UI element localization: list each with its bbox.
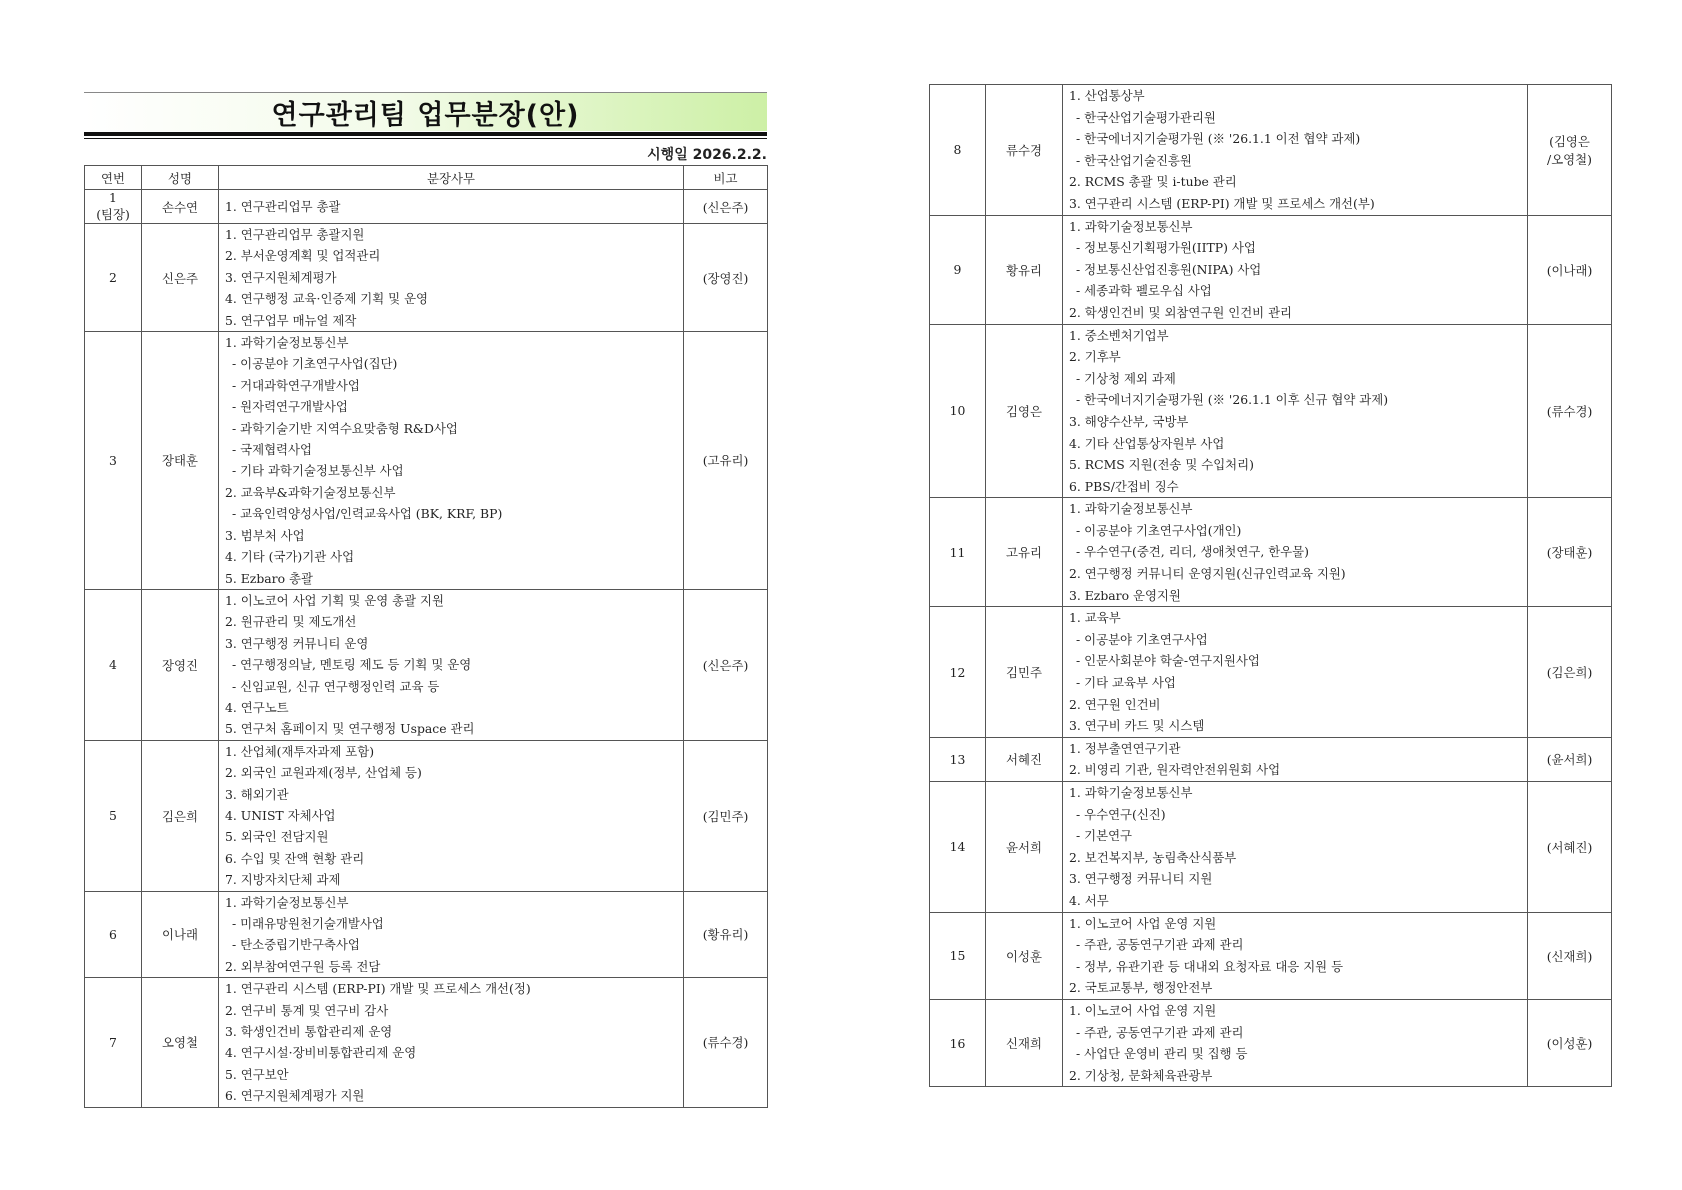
duty-item: - 교육인력양성사업/인력교육사업 (BK, KRF, BP)	[232, 506, 503, 522]
staff-name: 오영철	[142, 978, 219, 1107]
duty-item: 2. 비영리 기관, 원자력안전위원회 사업	[1069, 762, 1281, 778]
duty-item: 7. 지방자치단체 과제	[225, 872, 341, 888]
row-number-value: 2	[109, 270, 117, 286]
staff-name: 이나래	[142, 891, 219, 978]
left-page	[84, 92, 767, 1108]
backup-note: (장태훈)	[1528, 498, 1612, 607]
duty-cell	[219, 891, 684, 978]
backup-note: (신은주)	[684, 190, 768, 224]
duty-item: - 과학기술기반 지역수요맞춤형 R&D사업	[232, 420, 458, 436]
duty-item: - 우수연구(신진)	[1076, 806, 1166, 822]
table-row	[930, 782, 1612, 913]
table-body-left	[85, 190, 768, 1108]
backup-note: (김민주)	[684, 740, 768, 891]
table-row	[85, 332, 768, 590]
table-row	[85, 740, 768, 891]
row-number-value: 14	[949, 839, 966, 855]
staff-name: 고유리	[986, 498, 1063, 607]
row-number-value: 7	[109, 1034, 117, 1050]
row-number	[85, 190, 142, 224]
duty-item: 4. 서무	[1069, 892, 1109, 908]
row-number-value: 15	[949, 948, 966, 964]
staff-name: 황유리	[986, 215, 1063, 324]
duty-item: - 국제협력사업	[232, 442, 312, 458]
duty-item: - 기타 교육부 사업	[1076, 675, 1176, 691]
duty-item: 2. 학생인건비 및 외참연구원 인건비 관리	[1069, 304, 1293, 320]
title-rule-thin	[84, 138, 767, 139]
duty-cell	[219, 190, 684, 224]
duty-item: 2. 기후부	[1069, 349, 1121, 365]
duty-item: - 탄소중립기반구축사업	[232, 937, 360, 953]
row-number	[930, 782, 986, 913]
duty-item: - 한국산업기술진흥원	[1076, 152, 1192, 168]
header-note: 비고	[684, 166, 768, 190]
duty-item: - 기타 과학기술정보통신부 사업	[232, 463, 404, 479]
row-number-value: 13	[949, 751, 966, 767]
duty-item: 3. 연구지원체계평가	[225, 269, 337, 285]
duty-item: 6. 연구지원체계평가 지원	[225, 1088, 365, 1104]
duty-item: 3. 연구비 카드 및 시스템	[1069, 718, 1205, 734]
duty-item: - 한국에너지기술평가원 (※ '26.1.1 이후 신규 협약 과제)	[1076, 392, 1389, 408]
duty-cell	[219, 978, 684, 1107]
duty-item: - 거대과학연구개발사업	[232, 377, 360, 393]
duty-item: 1. 과학기술정보통신부	[1069, 218, 1193, 234]
duty-item: - 인문사회분야 학술-연구지원사업	[1076, 653, 1260, 669]
row-number	[930, 215, 986, 324]
table-row	[85, 589, 768, 740]
staff-name: 김민주	[986, 607, 1063, 738]
duty-item: 4. 기타 산업통상자원부 사업	[1069, 435, 1225, 451]
header-name: 성명	[142, 166, 219, 190]
staff-name: 서혜진	[986, 737, 1063, 781]
duty-item: - 세종과학 펠로우십 사업	[1076, 283, 1212, 299]
table-row	[85, 224, 768, 332]
duty-cell	[1063, 737, 1528, 781]
duty-item: 5. Ezbaro 총괄	[225, 570, 313, 586]
duty-item: 1. 정부출연연구기관	[1069, 740, 1181, 756]
duty-item: 4. 연구노트	[225, 699, 289, 715]
duty-item: - 미래유망원천기술개발사업	[232, 916, 384, 931]
duty-item: 2. 기상청, 문화체육관광부	[1069, 1067, 1213, 1083]
row-number-value: 9	[953, 262, 962, 278]
duty-item: 6. PBS/간접비 징수	[1069, 478, 1179, 494]
row-number-value: 10	[949, 403, 966, 419]
duty-item: - 연구행정의날, 멘토링 제도 등 기획 및 운영	[232, 657, 472, 673]
duty-item: - 신임교원, 신규 연구행정인력 교육 등	[232, 678, 440, 694]
duty-table-right	[929, 84, 1612, 1087]
duty-item: - 원자력연구개발사업	[232, 399, 348, 415]
row-number-value: 5	[109, 808, 117, 824]
staff-name: 류수경	[986, 85, 1063, 216]
row-number	[930, 85, 986, 216]
duty-item: - 사업단 운영비 관리 및 집행 등	[1076, 1046, 1248, 1062]
row-number-value: 3	[109, 452, 117, 468]
header-duty: 분장사무	[219, 166, 684, 190]
duty-item: 2. RCMS 총괄 및 i-tube 관리	[1069, 174, 1237, 190]
staff-name: 신재희	[986, 999, 1063, 1086]
duty-item: 3. 범부처 사업	[225, 527, 305, 543]
duty-item: 3. 해외기관	[225, 786, 289, 802]
duty-item: 5. 연구처 홈페이지 및 연구행정 Uspace 관리	[225, 721, 475, 737]
duty-item: - 정보통신산업진흥원(NIPA) 사업	[1076, 261, 1262, 277]
duty-cell	[219, 740, 684, 891]
page-title: 연구관리팀 업무분장(안)	[271, 99, 580, 131]
staff-name: 김영은	[986, 324, 1063, 498]
duty-item: - 한국에너지기술평가원 (※ '26.1.1 이전 협약 과제)	[1076, 131, 1361, 147]
duty-item: 3. 연구관리 시스템 (ERP-PI) 개발 및 프로세스 개선(부)	[1069, 195, 1375, 211]
staff-name: 장영진	[142, 589, 219, 740]
backup-note: (김은희)	[1528, 607, 1612, 738]
duty-item: 1. 연구관리 시스템 (ERP-PI) 개발 및 프로세스 개선(정)	[225, 981, 531, 997]
row-number	[930, 999, 986, 1086]
duty-item: 2. 연구행정 커뮤니티 운영지원(신규인력교육 지원)	[1069, 566, 1346, 582]
duty-cell	[219, 332, 684, 590]
duty-item: - 주관, 공동연구기관 과제 관리	[1076, 937, 1244, 953]
duty-item: 2. 원규관리 및 제도개선	[225, 614, 357, 630]
backup-note: (서혜진)	[1528, 782, 1612, 913]
table-row	[85, 190, 768, 224]
duty-table-left	[84, 165, 768, 1108]
row-number	[930, 324, 986, 498]
row-number	[85, 978, 142, 1107]
duty-cell	[1063, 912, 1528, 999]
duty-item: 2. 부서운영계획 및 업적관리	[225, 248, 381, 264]
backup-note: (장영진)	[684, 224, 768, 332]
row-number-role: (팀장)	[96, 207, 130, 222]
backup-note: (윤서희)	[1528, 737, 1612, 781]
backup-note: (류수경)	[684, 978, 768, 1107]
duty-item: 3. 학생인건비 통합관리제 운영	[225, 1024, 393, 1040]
duty-item: - 한국산업기술평가관리원	[1076, 109, 1216, 125]
staff-name: 손수연	[142, 190, 219, 224]
duty-item: 1. 과학기술정보통신부	[225, 894, 349, 910]
backup-note: (황유리)	[684, 891, 768, 978]
title-banner	[84, 92, 767, 131]
table-row	[930, 607, 1612, 738]
duty-item: 5. RCMS 지원(전송 및 수입처리)	[1069, 457, 1254, 473]
duty-item: - 이공분야 기초연구사업(개인)	[1076, 522, 1242, 538]
duty-item: 3. 해양수산부, 국방부	[1069, 413, 1189, 429]
row-number-value: 4	[109, 657, 117, 673]
duty-item: - 이공분야 기초연구사업(집단)	[232, 356, 398, 372]
duty-cell	[219, 589, 684, 740]
duty-cell	[1063, 85, 1528, 216]
table-row	[930, 215, 1612, 324]
staff-name: 신은주	[142, 224, 219, 332]
duty-item: 1. 산업통상부	[1069, 88, 1145, 103]
duty-item: 4. 연구행정 교육·인증제 기획 및 운영	[225, 291, 429, 307]
duty-item: 2. 연구비 통계 및 연구비 감사	[225, 1002, 389, 1018]
duty-item: - 정부, 유관기관 등 대내외 요청자료 대응 지원 등	[1076, 958, 1344, 974]
duty-item: 1. 과학기술정보통신부	[225, 335, 349, 351]
duty-item: 4. 기타 (국가)기관 사업	[225, 549, 355, 565]
duty-item: 1. 연구관리업무 총괄지원	[225, 227, 365, 242]
duty-item: 1. 이노코어 사업 운영 지원	[1069, 915, 1217, 931]
duty-item: 1. 연구관리업무 총괄	[225, 198, 341, 214]
row-number	[85, 891, 142, 978]
duty-item: 1. 이노코어 사업 운영 지원	[1069, 1002, 1217, 1018]
header-no: 연번	[85, 166, 142, 190]
table-row	[85, 978, 768, 1107]
table-row	[930, 737, 1612, 781]
staff-name: 이성훈	[986, 912, 1063, 999]
row-number-value: 1	[109, 190, 117, 205]
duty-item: 2. 교육부&과학기술정보통신부	[225, 484, 396, 500]
duty-item: 1. 산업체(재투자과제 포함)	[225, 743, 375, 759]
title-rule-thick	[84, 132, 767, 136]
backup-note: (이나래)	[1528, 215, 1612, 324]
staff-name: 김은희	[142, 740, 219, 891]
backup-note: (류수경)	[1528, 324, 1612, 498]
duty-item: 1. 중소벤처기업부	[1069, 327, 1169, 343]
row-number	[930, 912, 986, 999]
staff-name: 윤서희	[986, 782, 1063, 913]
row-number	[85, 740, 142, 891]
row-number-value: 16	[949, 1035, 966, 1051]
duty-item: - 정보통신기획평가원(IITP) 사업	[1076, 240, 1256, 256]
backup-note: (신재희)	[1528, 912, 1612, 999]
duty-item: 1. 교육부	[1069, 610, 1121, 626]
backup-note: (고유리)	[684, 332, 768, 590]
row-number	[85, 589, 142, 740]
table-row	[930, 85, 1612, 216]
row-number-value: 8	[953, 142, 962, 158]
row-number	[930, 737, 986, 781]
duty-cell	[1063, 324, 1528, 498]
right-page	[929, 84, 1611, 1087]
row-number	[85, 224, 142, 332]
duty-cell	[1063, 498, 1528, 607]
table-body-right	[930, 85, 1612, 1087]
duty-item: 1. 과학기술정보통신부	[1069, 785, 1193, 800]
row-number	[85, 332, 142, 590]
duty-item: 4. 연구시설·장비비통합관리제 운영	[225, 1045, 417, 1061]
duty-cell	[1063, 999, 1528, 1086]
duty-item: 6. 수입 및 잔액 현황 관리	[225, 850, 365, 866]
backup-note: (김영은 /오영철)	[1528, 85, 1612, 216]
duty-item: 2. 국토교통부, 행정안전부	[1069, 980, 1213, 996]
duty-item: 5. 외국인 전담지원	[225, 829, 329, 845]
duty-item: - 기본연구	[1076, 828, 1133, 844]
table-header-row	[85, 166, 768, 190]
duty-item: 5. 연구업무 매뉴얼 제작	[225, 312, 357, 328]
duty-item: - 기상청 제외 과제	[1076, 370, 1176, 386]
duty-item: 3. 연구행정 커뮤니티 지원	[1069, 871, 1213, 887]
duty-item: 1. 이노코어 사업 기획 및 운영 총괄 지원	[225, 592, 444, 608]
duty-item: - 이공분야 기초연구사업	[1076, 631, 1208, 647]
duty-item: 3. 연구행정 커뮤니티 운영	[225, 635, 369, 651]
staff-name: 장태훈	[142, 332, 219, 590]
duty-item: 2. 외국인 교원과제(정부, 산업체 등)	[225, 765, 422, 781]
table-row	[930, 999, 1612, 1086]
duty-cell	[219, 224, 684, 332]
row-number	[930, 607, 986, 738]
duty-cell	[1063, 607, 1528, 738]
table-row	[930, 324, 1612, 498]
row-number-value: 6	[109, 926, 117, 942]
duty-item: 5. 연구보안	[225, 1066, 289, 1082]
backup-note: (신은주)	[684, 589, 768, 740]
effective-date: 시행일 2026.2.2.	[647, 147, 767, 163]
duty-item: 1. 과학기술정보통신부	[1069, 501, 1193, 517]
duty-item: 4. UNIST 자체사업	[225, 807, 336, 823]
duty-item: - 주관, 공동연구기관 과제 관리	[1076, 1024, 1244, 1040]
row-number-value: 11	[949, 544, 966, 560]
duty-item: 2. 연구원 인건비	[1069, 696, 1161, 712]
backup-note: (이성훈)	[1528, 999, 1612, 1086]
duty-item: - 우수연구(중견, 리더, 생애첫연구, 한우물)	[1076, 544, 1309, 560]
table-row	[85, 891, 768, 978]
duty-item: 2. 외부참여연구원 등록 전담	[225, 958, 381, 974]
duty-item: 3. Ezbaro 운영지원	[1069, 587, 1181, 603]
row-number-value: 12	[949, 664, 966, 680]
duty-cell	[1063, 782, 1528, 913]
row-number	[930, 498, 986, 607]
table-row	[930, 912, 1612, 999]
duty-cell	[1063, 215, 1528, 324]
duty-item: 2. 보건복지부, 농림축산식품부	[1069, 849, 1237, 865]
table-row	[930, 498, 1612, 607]
